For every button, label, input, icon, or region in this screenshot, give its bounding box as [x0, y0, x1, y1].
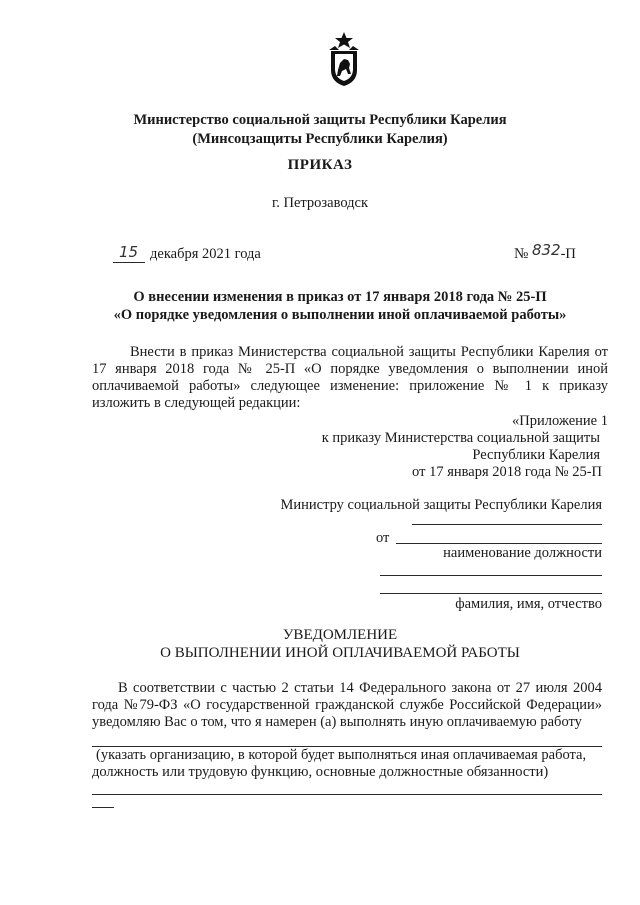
name-caption: фамилия, имя, отчество — [455, 596, 602, 612]
position-caption: наименование должности — [443, 545, 602, 561]
addressee-line-1 — [412, 524, 602, 525]
ministry-short-name: (Минсоцзащиты Республики Карелия) — [192, 131, 448, 147]
ministry-name: Министерство социальной защиты Республики Карелия — [133, 112, 507, 128]
addressee-line-2 — [396, 543, 602, 544]
date-day-handwritten: 15 — [119, 243, 139, 261]
date-day-field — [113, 245, 145, 264]
body-line-3: оплачиваемой работы» следующее изменение: приложение № 1 к приказу — [92, 378, 608, 394]
notice-line-1: В соответствии с частью 2 статьи 14 Федерального закона от 27 июля 2004 — [118, 680, 602, 696]
addressee-from-label: от — [376, 530, 390, 546]
appendix-line1: «Приложение 1 — [512, 413, 608, 429]
city: г. Петрозаводск — [271, 195, 369, 211]
karelia-coat-of-arms-icon — [325, 30, 363, 88]
order-title-line2: «О порядке уведомления о выполнении иной оплачиваемой работы» — [113, 307, 567, 323]
appendix-line4: от 17 января 2018 года № 25-П — [412, 464, 602, 480]
number-handwritten: 832 — [531, 241, 561, 259]
order-title-line1: О внесении изменения в приказ от 17 января 2018 года № 25-П — [133, 289, 547, 305]
doc-type: ПРИКАЗ — [287, 157, 353, 173]
addressee-to: Министру социальной защиты Республики Карелия — [280, 497, 602, 513]
notice-title-2: О ВЫПОЛНЕНИИ ИНОЙ ОПЛАЧИВАЕМОЙ РАБОТЫ — [160, 645, 520, 661]
date-text: декабря 2021 года — [150, 246, 261, 262]
body-line-4: изложить в следующей редакции: — [92, 395, 301, 411]
appendix-line3: Республики Карелия — [472, 447, 600, 463]
notice-line-3: уведомляю Вас о том, что я намерен (а) выполнять иную оплачиваемую работу — [92, 714, 582, 730]
body-line-1: Внести в приказ Министерства социальной защиты Республики Карелия от — [130, 344, 608, 360]
addressee-line-4 — [380, 593, 602, 594]
notice-fill-line-3 — [92, 807, 114, 808]
appendix-line2: к приказу Министерства социальной защиты — [321, 430, 600, 446]
notice-fill-line-2 — [92, 794, 602, 795]
addressee-line-3 — [380, 575, 602, 576]
number-prefix: № — [514, 246, 529, 262]
notice-hint-1: (указать организацию, в которой будет выполняться иная оплачиваемая работа, — [96, 747, 587, 763]
notice-hint-2: должность или трудовую функцию, основные должностные обязанности) — [92, 764, 549, 780]
number-suffix: -П — [560, 246, 576, 262]
body-line-2: 17 января 2018 года № 25-П «О порядке уведомления о выполнении иной — [92, 361, 608, 377]
notice-line-2: года №79-ФЗ «О государственной гражданской службе Российской Федерации» — [92, 697, 602, 713]
notice-title-1: УВЕДОМЛЕНИЕ — [282, 627, 398, 643]
order-number — [514, 241, 576, 263]
